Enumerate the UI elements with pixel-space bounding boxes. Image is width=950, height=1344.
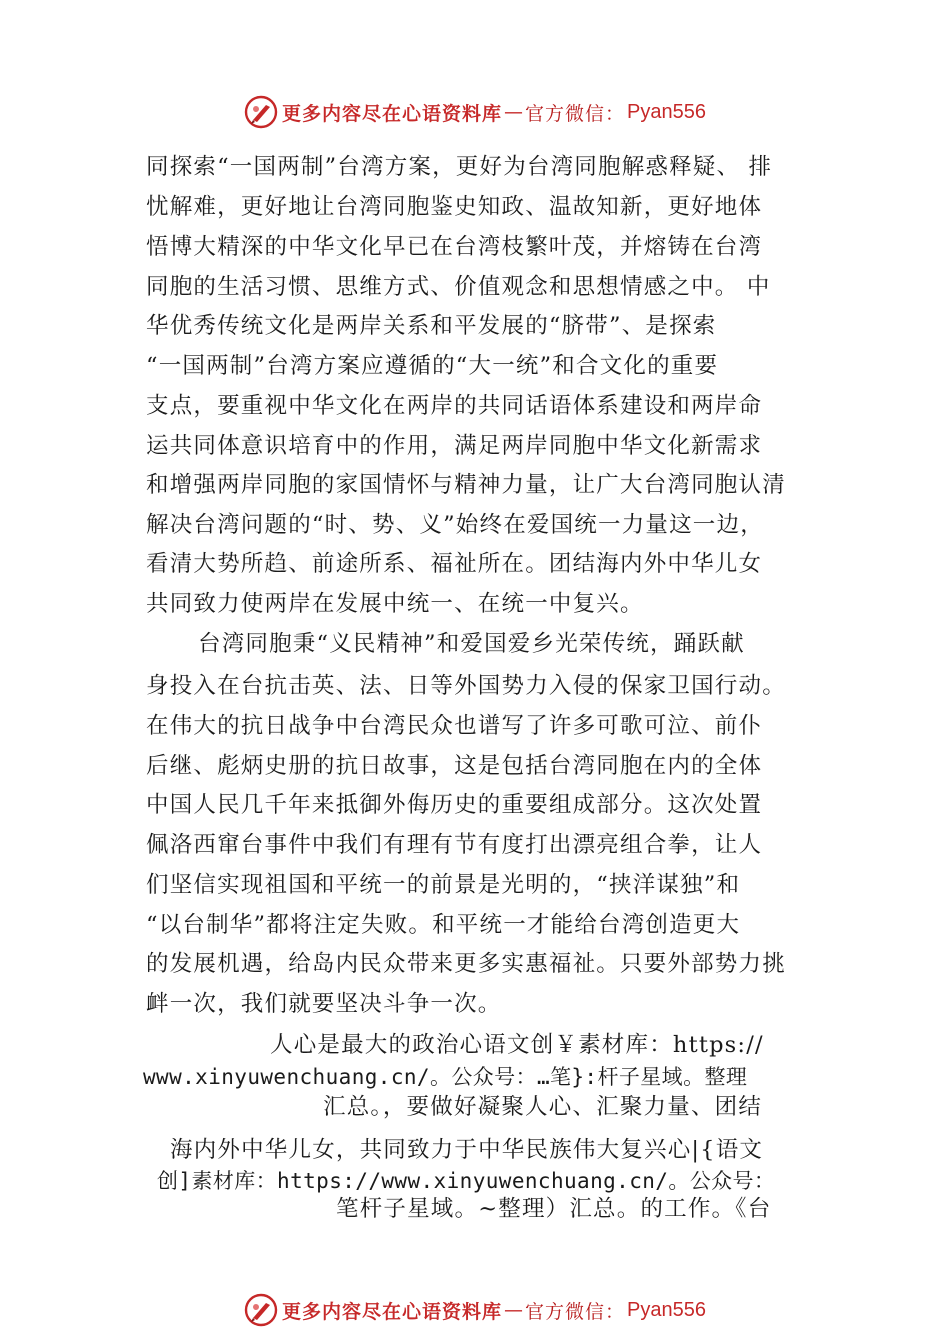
footer-wechat-id: Pyan556	[627, 1298, 706, 1321]
text-line: 华优秀传统文化是两岸关系和平发展的“脐带”、是探索	[146, 313, 717, 339]
text-line: 衅一次，我们就要坚决斗争一次。	[146, 991, 502, 1017]
text-line: 的发展机遇，给岛内民众带来更多实惠福祉。只要外部势力挑	[146, 951, 786, 977]
footer-title: 更多内容尽在心语资料库	[282, 1300, 503, 1323]
watermark-line: 海内外中华儿女，共同致力于中华民族伟大复兴心|{语文	[170, 1137, 764, 1163]
watermark-line: 创]素材库：https://www.xinyuwenchuang.cn/。公众号：	[157, 1169, 776, 1193]
watermark-line: 笔杆子星域。~整理）汇总。的工作。《台	[336, 1196, 772, 1222]
footer-separator: —	[504, 1299, 524, 1321]
text-line: 在伟大的抗日战争中台湾民众也谱写了许多可歌可泣、前仆	[146, 713, 763, 739]
text-line: “一国两制”台湾方案应遵循的“大一统”和合文化的重要	[146, 353, 719, 379]
watermark-line: 汇总。，要做好凝聚人心、汇聚力量、团结	[323, 1094, 763, 1120]
text-line: 悟博大精深的中华文化早已在台湾枝繁叶茂，并熔铸在台湾	[146, 234, 763, 260]
text-line: “以台制华”都将注定失败。和平统一才能给台湾创造更大	[146, 912, 741, 938]
watermark-line: www.xinyuwenchuang.cn/。公众号：…笔}:杆子星域。整理	[143, 1065, 748, 1089]
footer-banner	[0, 1290, 950, 1330]
watermark-line: 人心是最大的政治心语文创￥素材库：https://	[270, 1032, 764, 1058]
text-line: 和增强两岸同胞的家国情怀与精神力量，让广大台湾同胞认清	[146, 472, 786, 498]
text-line: 同胞的生活习惯、思维方式、价值观念和思想情感之中。 中	[146, 274, 771, 300]
paragraph-first-line: 台湾同胞秉“义民精神”和爱国爱乡光荣传统，踊跃献	[198, 631, 745, 657]
text-line: 运共同体意识培育中的作用，满足两岸同胞中华文化新需求	[146, 433, 763, 459]
footer-wechat-label: 官方微信：	[525, 1300, 626, 1323]
header-wechat-id: Pyan556	[627, 100, 706, 123]
text-line: 看清大势所趋、前途所系、福祉所在。团结海内外中华儿女	[146, 551, 763, 577]
text-line: 同探索“一国两制”台湾方案，更好为台湾同胞解惑释疑、 排	[146, 154, 773, 180]
text-line: 后继、彪炳史册的抗日故事，这是包括台湾同胞在内的全体	[146, 753, 763, 779]
header-wechat-label: 官方微信：	[525, 102, 626, 125]
pen-logo-icon	[244, 1293, 278, 1327]
text-line: 共同致力使两岸在发展中统一、在统一中复兴。	[146, 591, 644, 617]
text-line: 身投入在台抗击英、法、日等外国势力入侵的保家卫国行动。	[146, 673, 786, 699]
header-separator: —	[504, 101, 524, 123]
header-banner	[0, 92, 950, 132]
text-line: 中国人民几千年来抵御外侮历史的重要组成部分。这次处置	[146, 792, 763, 818]
text-line: 支点，要重视中华文化在两岸的共同话语体系建设和两岸命	[146, 393, 763, 419]
text-line: 们坚信实现祖国和平统一的前景是光明的，“挟洋谋独”和	[146, 872, 741, 898]
pen-logo-icon	[244, 95, 278, 129]
header-title: 更多内容尽在心语资料库	[282, 102, 503, 125]
text-line: 解决台湾问题的“时、势、义”始终在爱国统一力量这一边，	[146, 512, 764, 538]
text-line: 忧解难，更好地让台湾同胞鉴史知政、温故知新，更好地体	[146, 194, 763, 220]
text-line: 佩洛西窜台事件中我们有理有节有度打出漂亮组合拳，让人	[146, 832, 763, 858]
